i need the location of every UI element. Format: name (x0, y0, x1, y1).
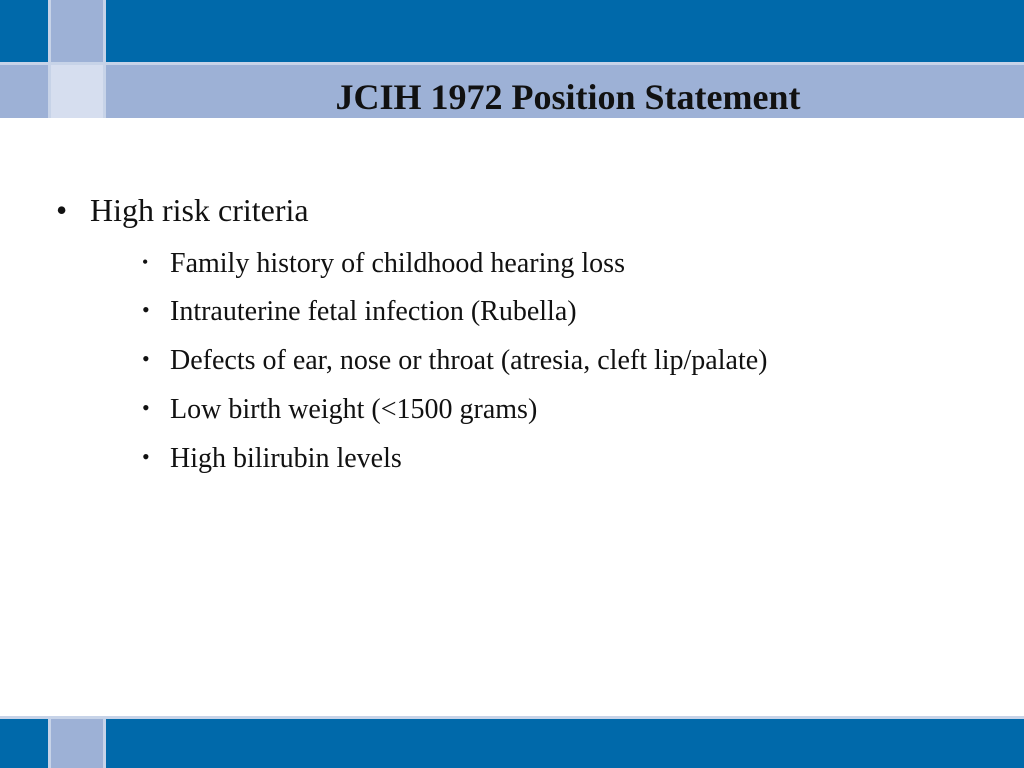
header-divider-horizontal (0, 62, 1024, 65)
bullet-level-2 (142, 394, 537, 426)
bullet-level-2 (142, 443, 402, 475)
bullet-level-2 (142, 248, 625, 280)
bullet-level-1 (56, 192, 309, 229)
bullet-icon: • (142, 444, 150, 469)
footer-divider-vertical-2 (103, 718, 106, 768)
bullet-text: Family history of childhood hearing loss (170, 248, 625, 279)
footer-square-light (50, 718, 104, 768)
slide-title: JCIH 1972 Position Statement (335, 77, 801, 117)
bullet-icon: • (142, 252, 149, 272)
bullet-level-2 (142, 296, 577, 328)
bullet-text: Intrauterine fetal infection (Rubella) (170, 296, 577, 327)
footer-divider-vertical (48, 718, 51, 768)
bullet-text: High risk criteria (90, 192, 309, 228)
bullet-text: Low birth weight (<1500 grams) (170, 394, 538, 425)
header-square-light (50, 0, 104, 64)
header-band-dark (0, 0, 1024, 64)
bullet-icon: • (142, 395, 150, 420)
bullet-text: High bilirubin levels (170, 443, 402, 474)
footer-band-dark (0, 718, 1024, 768)
bullet-level-2 (142, 345, 767, 377)
footer-divider-horizontal (0, 716, 1024, 719)
bullet-icon: • (142, 297, 150, 322)
bullet-icon: • (142, 346, 150, 371)
header-square-pale (50, 64, 104, 118)
header-divider-vertical (48, 0, 51, 118)
bullet-icon: • (56, 192, 68, 228)
header-square-dark (0, 0, 50, 64)
header-square-light-lower (0, 64, 50, 118)
bullet-text: Defects of ear, nose or throat (atresia, cleft lip/palate) (170, 345, 768, 376)
